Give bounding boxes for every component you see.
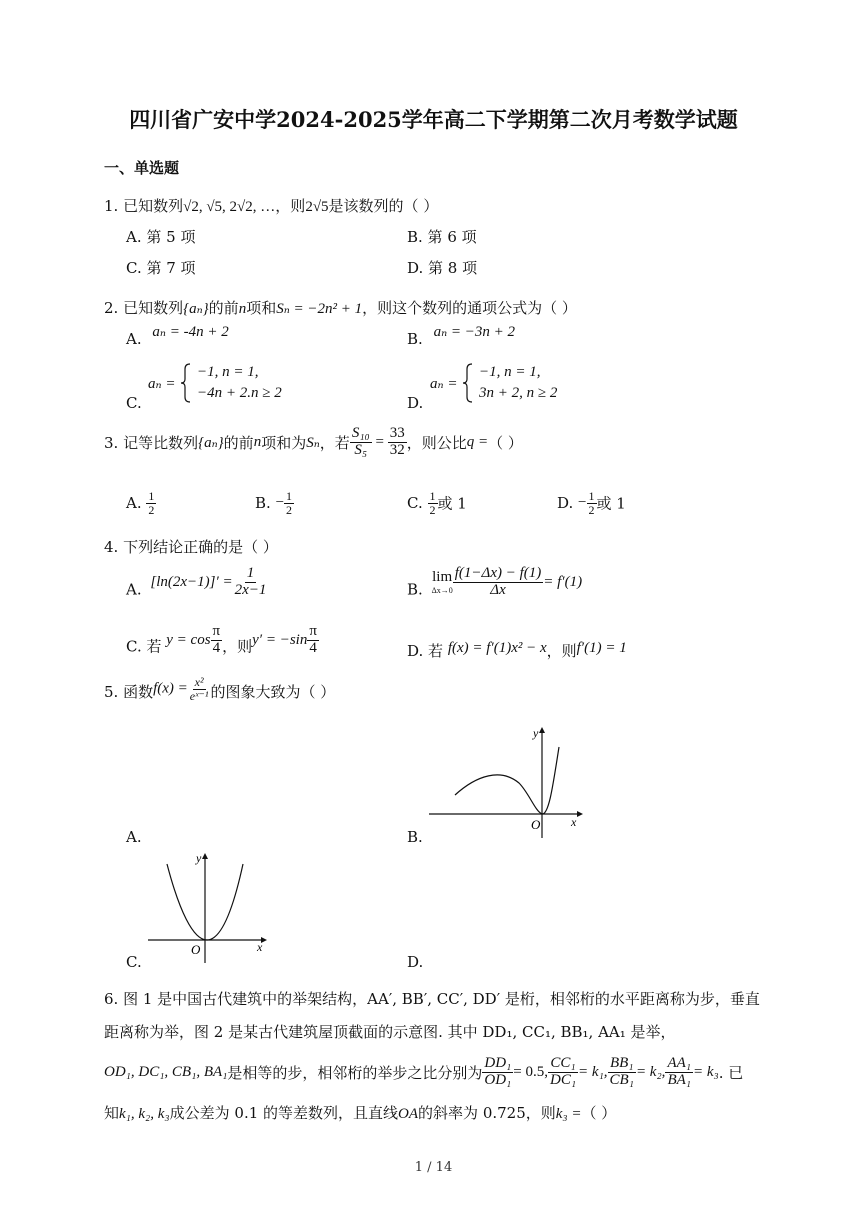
q3-ratio: $\frac{\text{S₁₀}}{\text{S₅}}$ — [351, 425, 370, 458]
q5-option-d[interactable]: D. — [407, 953, 424, 971]
q3-mid4: ，则公比 — [406, 433, 467, 452]
q3-suffix: （ ） — [488, 433, 523, 452]
q2-c-an: aₙ = — [148, 375, 176, 392]
q1-option-a[interactable]: A. 第 5 项 — [126, 228, 196, 246]
q2-c-line2: −4n + 2.n ≥ 2 — [197, 385, 282, 401]
svg-text:x: x — [257, 940, 263, 954]
q3-mid3: ，若 — [319, 433, 350, 452]
q2-d-line2: 3n + 2, n ≥ 2 — [479, 385, 558, 401]
question-1 — [104, 195, 438, 216]
q1-option-c[interactable]: C. 第 7 项 — [126, 259, 196, 277]
q4-option-c[interactable]: C. 若 y = cos $\frac{\pi}{4}$ ，则y′ = −sin $\frac{\pi}{4}$ — [126, 623, 317, 656]
q3-mid: 的前 — [223, 433, 254, 452]
q1-option-d[interactable]: D. 第 8 项 — [407, 259, 478, 277]
section-heading: 一、单选题 — [104, 159, 180, 177]
svg-text:x: x — [571, 815, 577, 829]
q2-prefix: 2. 已知数列 — [104, 299, 184, 317]
svg-text:y: y — [533, 726, 539, 740]
q1-sequence: √2, √5, 2√2, … — [183, 199, 276, 215]
q5-option-b[interactable]: B. — [407, 828, 423, 846]
q2-d-line1: −1, n = 1, — [479, 364, 541, 380]
q4-option-a[interactable]: A. [ln(2x−1)]′ = $\frac{1}{2x-1}$ — [126, 565, 267, 599]
q3-n: n — [253, 433, 262, 450]
q5-graph-b — [425, 725, 585, 840]
q2-option-d — [430, 362, 557, 404]
q1-suffix: 是该数列的（ ） — [328, 197, 439, 215]
page-title: 四川省广安中学2024-2025学年高二下学期第二次月考数学试题 — [129, 107, 738, 132]
q2-label-b: B. — [407, 330, 423, 348]
question-6-line-3: OD₁, DC₁, CB₁, BA₁是相等的步，相邻桁的举步之比分别为 $\frac{\text{DD₁}}{\text{OD₁}}$ = 0.5, $\frac{\text{CC₁}}{\text{DC₁}}$ = k₁, $\frac{\text{BB₁}}{\text{CB₁}}$ = k₂, $\frac{\text{AA₁}}{\text{BA₁}}$ = k₃. 已 — [104, 1055, 744, 1088]
q3-option-a[interactable]: A. $\frac{1}{2}$ — [126, 489, 155, 517]
question-3: 3. 记等比数列{aₙ}的前n项和为Sₙ，若 $\frac{\text{S₁₀}}{\text{S₅}}$ = $\frac{33}{32}$ ，则公比q =（ ） — [104, 425, 523, 458]
question-6-line-4: 知k₁, k₂, k₃成公差为 0.1 的等差数列，且直线OA的斜率为 0.725，则k₃ =（ ） — [104, 1104, 617, 1122]
q3-option-d[interactable]: D. − $\frac{1}{2}$ 或 1 — [557, 489, 626, 517]
q2-d-an: aₙ = — [430, 375, 458, 392]
q2-option-d-label[interactable]: D. — [407, 394, 424, 412]
q2-a-formula: aₙ = -4n + 2 — [152, 324, 229, 340]
q3-ratio-value: $\frac{33}{32}$ — [389, 425, 405, 458]
q2-option-c-label[interactable]: C. — [126, 394, 142, 412]
q2-b-formula: aₙ = −3n + 2 — [433, 324, 516, 340]
q3-option-c[interactable]: C. $\frac{1}{2}$ 或 1 — [407, 489, 467, 517]
q2-n: n — [238, 301, 247, 317]
q3-option-b[interactable]: B. − $\frac{1}{2}$ — [255, 489, 293, 517]
q3-sn: Sₙ — [306, 434, 320, 451]
question-2 — [104, 297, 577, 318]
q1-prefix: 1. 已知数列 — [104, 197, 184, 215]
q1-term: 2√5 — [305, 199, 329, 215]
q2-seq: {aₙ} — [183, 301, 209, 317]
q4-option-b[interactable]: B. lim Δx→0 $\frac{f(1-\Delta x) - f(1)}{\Delta x}$ = f′(1) — [407, 565, 583, 599]
q3-q: q = — [466, 433, 489, 450]
q2-mid2: 项和 — [246, 299, 277, 317]
q2-option-b[interactable] — [407, 324, 516, 349]
q2-c-line1: −1, n = 1, — [197, 364, 259, 380]
svg-text:O: O — [191, 942, 201, 957]
q3-prefix: 3. 记等比数列 — [104, 433, 199, 452]
question-4: 4. 下列结论正确的是（ ） — [104, 538, 278, 556]
svg-text:O: O — [531, 817, 541, 832]
q2-suffix: ，则这个数列的通项公式为（ ） — [362, 299, 577, 317]
q2-mid: 的前 — [208, 299, 239, 317]
q5-graph-c — [145, 850, 270, 965]
left-brace-icon — [180, 363, 192, 403]
question-6-line-1: 6. 图 1 是中国古代建筑中的举架结构，AA′, BB′, CC′, DD′ 是桁，相邻桁的水平距离称为步，垂直 — [104, 990, 760, 1008]
page-number: 1 / 14 — [414, 1160, 453, 1175]
question-6-line-2: 距离称为举，图 2 是某古代建筑屋顶截面的示意图. 其中 DD₁, CC₁, BB₁, AA₁ 是举， — [104, 1023, 676, 1041]
q2-label-a: A. — [126, 330, 142, 348]
q2-sum: Sₙ = −2n² + 1 — [276, 301, 363, 317]
q3-mid2: 项和为 — [261, 433, 307, 452]
svg-text:y: y — [196, 851, 202, 865]
q3-seq: {aₙ} — [198, 434, 224, 451]
q1-option-b[interactable]: B. 第 6 项 — [407, 228, 477, 246]
q1-mid: ，则 — [275, 197, 306, 215]
q2-option-c — [148, 362, 282, 404]
q5-option-c[interactable]: C. — [126, 953, 142, 971]
q5-option-a[interactable]: A. — [126, 828, 142, 846]
q4-option-d[interactable]: D. 若 f(x) = f′(1)x² − x，则f′(1) = 1 — [407, 640, 627, 660]
question-5: 5. 函数f(x) = $\frac{\text{x²}}{\text{eˣ⁻¹}}$ 的图象大致为（ ） — [104, 675, 336, 703]
left-brace-icon — [462, 363, 474, 403]
q2-option-a[interactable] — [126, 324, 229, 349]
